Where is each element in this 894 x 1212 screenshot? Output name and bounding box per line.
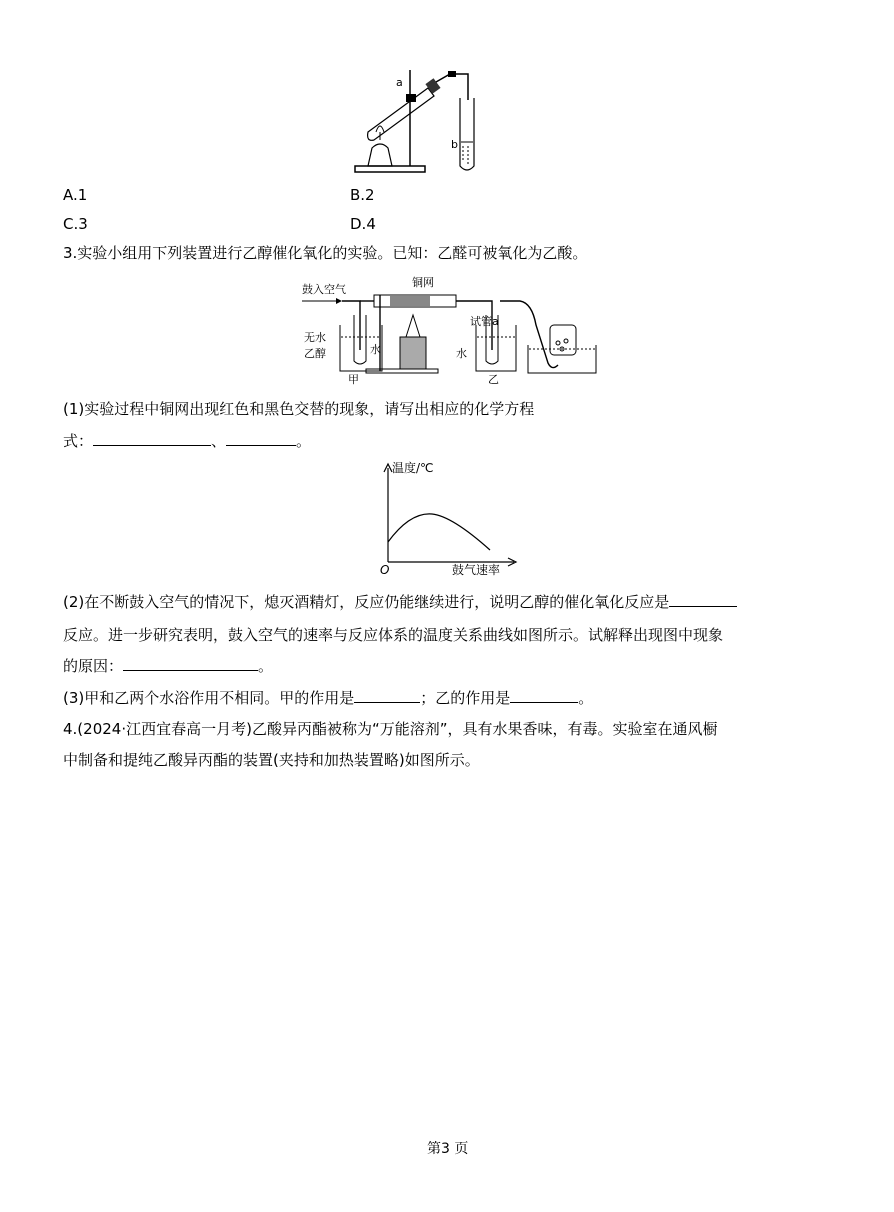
q3-p3-prefix: (3)甲和乙两个水浴作用不相同。甲的作用是 (63, 689, 355, 707)
q3-p1-end: 。 (296, 432, 312, 450)
graph-ylabel: 温度/℃ (392, 461, 434, 475)
catalytic-oxidation-figure (300, 275, 600, 387)
q3-p3-end: 。 (578, 689, 594, 707)
page-number: 第3 页 (427, 1141, 469, 1157)
q3-p2-line1 (63, 592, 737, 612)
label-jia: 甲 (348, 373, 359, 386)
q4-line2: 中制备和提纯乙酸异丙酯的装置(夹持和加热装置略)如图所示。 (63, 751, 480, 769)
q3-p1-line2 (63, 431, 311, 451)
label-copper-mesh: 铜网 (412, 276, 434, 289)
q3-p3-mid: ；乙的作用是 (420, 689, 511, 707)
label-a: a (396, 76, 403, 89)
label-water-1: 水 (370, 343, 381, 356)
q3-p2-line3 (63, 656, 273, 676)
graph-origin: O (380, 563, 390, 577)
graph-xlabel: 鼓气速率 (452, 563, 501, 577)
heating-apparatus-figure (350, 62, 500, 177)
q3-p3-line (63, 688, 593, 708)
q3-p1-prefix: 式： (63, 432, 94, 450)
option-b: B.2 (350, 186, 375, 204)
q3-p2-text1: (2)在不断鼓入空气的情况下，熄灭酒精灯，反应仍能继续进行，说明乙醇的催化氧化反应是 (63, 593, 670, 611)
temperature-rate-graph (380, 458, 520, 578)
label-yi: 乙 (488, 373, 499, 386)
q3-p2-line2: 反应。进一步研究表明，鼓入空气的速率与反应体系的温度关系曲线如图所示。试解释出现图中现象 (63, 626, 724, 644)
q3-p1-line1: (1)实验过程中铜网出现红色和黑色交替的现象，请写出相应的化学方程 (63, 400, 535, 418)
q3-p2-end: 。 (258, 657, 274, 675)
label-anhydrous-1: 无水 (304, 331, 326, 344)
option-c: C.3 (63, 215, 88, 233)
answer-blank-1[interactable] (93, 431, 211, 446)
answer-blank-4[interactable] (123, 656, 258, 671)
graph-curve (388, 514, 490, 550)
option-a: A.1 (63, 186, 88, 204)
label-anhydrous-2: 乙醇 (304, 347, 326, 360)
answer-blank-5[interactable] (354, 688, 420, 703)
q3-p2-prefix: 的原因： (63, 657, 124, 675)
q4-line1: 4.(2024·江西宜春高一月考)乙酸异丙酯被称为“万能溶剂”，具有水果香味，有毒。实验室在通风橱 (63, 720, 718, 738)
label-b: b (451, 138, 458, 151)
answer-blank-3[interactable] (669, 592, 737, 607)
label-air-in: 鼓入空气 (302, 283, 346, 296)
q3-stem: 3.实验小组用下列装置进行乙醇催化氧化的实验。已知：乙醛可被氧化为乙酸。 (63, 244, 588, 262)
q3-p1-sep: 、 (211, 432, 227, 450)
answer-blank-2[interactable] (226, 431, 296, 446)
label-water-2: 水 (456, 347, 467, 360)
answer-blank-6[interactable] (510, 688, 578, 703)
option-d: D.4 (350, 215, 376, 233)
label-tube-a: 试管a (470, 315, 499, 328)
